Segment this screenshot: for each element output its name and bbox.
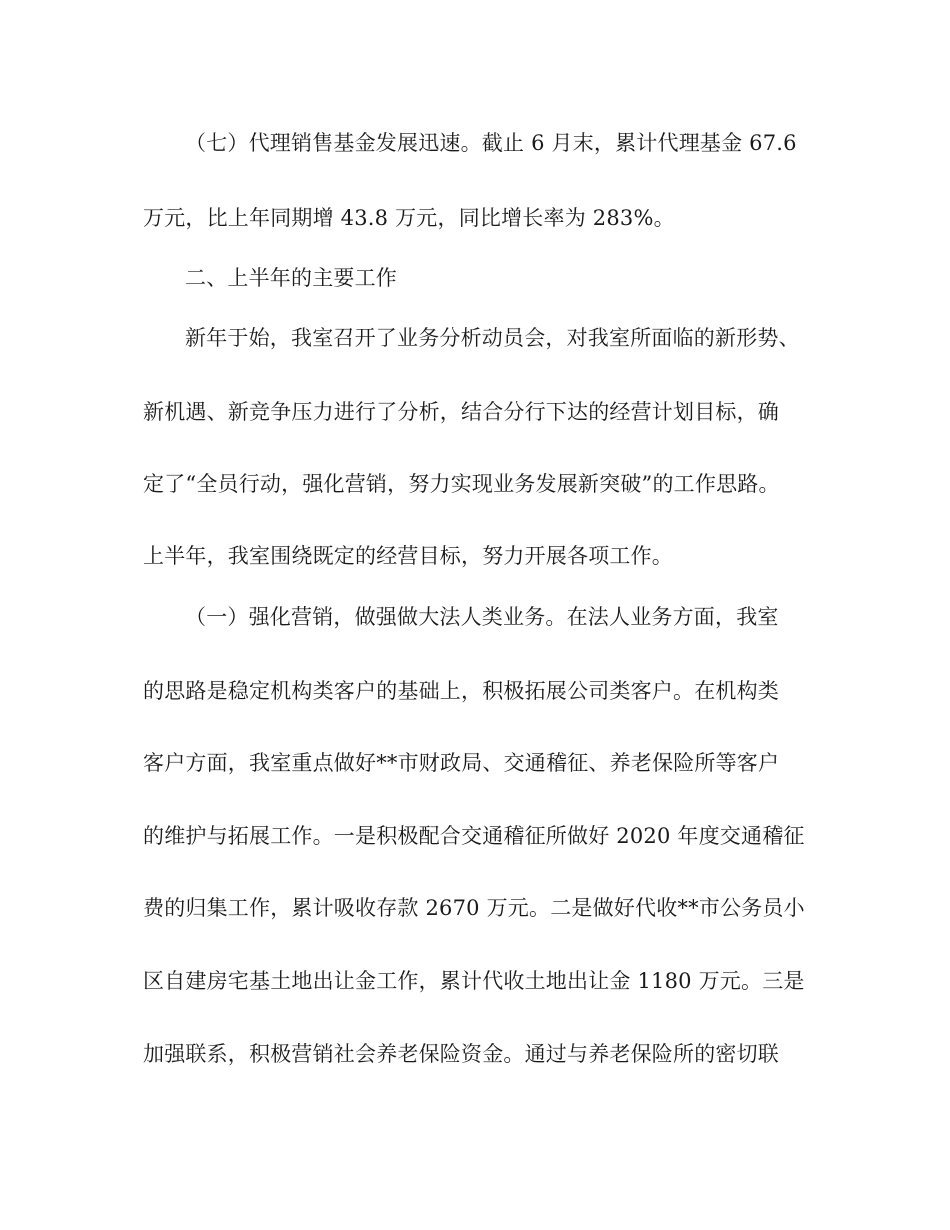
paragraph-line: 的维护与拓展工作。一是积极配合交通稽征所做好 2020 年度交通稽征 [143,824,805,848]
paragraph-line: 万元，比上年同期增 43.8 万元，同比增长率为 283%。 [143,206,675,230]
section-heading: 二、上半年的主要工作 [185,266,397,290]
paragraph-line: （一）强化营销，做强做大法人类业务。在法人业务方面，我室 [185,605,779,629]
paragraph-line: 加强联系，积极营销社会养老保险资金。通过与养老保险所的密切联 [143,1042,779,1066]
paragraph-line: 的思路是稳定机构类客户的基础上，积极拓展公司类客户。在机构类 [143,679,779,703]
paragraph-line: 上半年，我室围绕既定的经营目标，努力开展各项工作。 [143,544,673,568]
paragraph-line: 区自建房宅基土地出让金工作，累计代收土地出让金 1180 万元。三是 [143,969,805,993]
paragraph-line: （七）代理销售基金发展迅速。截止 6 月末，累计代理基金 67.6 [185,131,797,155]
paragraph-line: 费的归集工作，累计吸收存款 2670 万元。二是做好代收**市公务员小 [143,896,805,920]
paragraph-line: 新机遇、新竞争压力进行了分析，结合分行下达的经营计划目标，确 [143,400,779,424]
paragraph-line: 新年于始，我室召开了业务分析动员会，对我室所面临的新形势、 [185,326,800,350]
paragraph-line: 客户方面，我室重点做好**市财政局、交通稽征、养老保险所等客户 [143,751,780,775]
paragraph-line: 定了“全员行动，强化营销，努力实现业务发展新突破”的工作思路。 [143,472,780,496]
